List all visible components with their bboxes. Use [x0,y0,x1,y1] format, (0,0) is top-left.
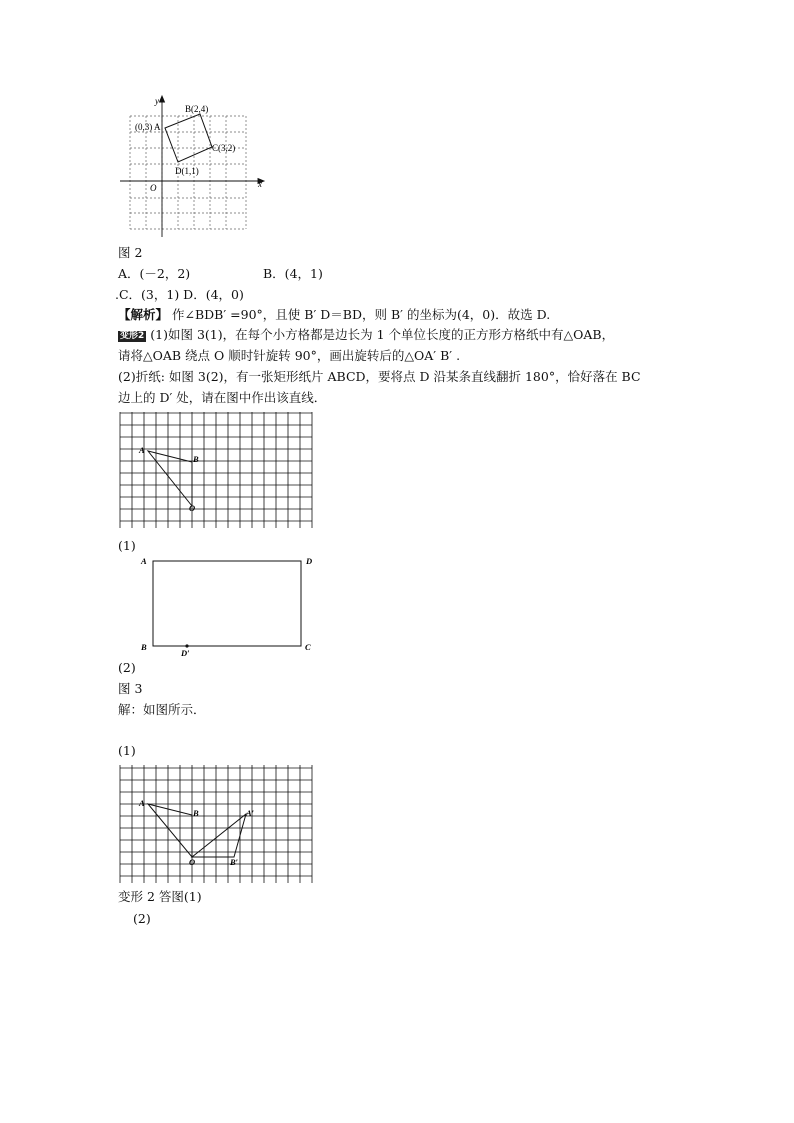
solution-sub1-label: (1) [118,743,136,758]
answer-triangle-oab [148,804,192,857]
answer-figure-1-grid [115,763,320,885]
rectangle-abcd [153,561,301,646]
variant-line-4: 边上的 D′ 处，请在图中作出该直线． [118,390,327,405]
figure-3-sub1-label: (1) [118,538,136,553]
variant-line-3: (2)折纸: 如图 3(2)，有一张矩形纸片 ABCD，要将点 D 沿某条直线翻折 180°，恰好落在 BC [118,369,641,384]
point-a-label: (0,3) A [135,122,161,132]
figure-3-2-rectangle [135,552,325,660]
figure-3-sub2-label: (2) [118,660,136,675]
variant-line-1 [118,327,614,343]
answer-point-b-prime-label: B′ [230,857,239,867]
rect-point-d-prime-label: D′ [181,648,190,658]
answer-point-b-label: B [193,808,199,818]
origin-label: O [150,183,157,193]
grid-point-b-label: B [193,454,199,464]
answer-sub2-label: (2) [133,911,151,926]
grid-point-o-label: O [189,503,196,513]
y-axis-arrow-icon [160,96,165,102]
option-c-d: .C．(3，1) D．(4，0) [115,287,244,302]
answer-grid-lines [120,765,312,883]
figure-2-caption: 图 2 [118,245,143,260]
rect-point-b-label: B [141,642,147,652]
grid-point-a-label: A [139,445,145,455]
rect-point-d-label: D [306,556,313,566]
figure-2-coordinate-grid [112,92,270,242]
figure-3-caption: 图 3 [118,681,143,696]
answer-point-a-label: A [139,798,145,808]
solution-text: 解：如图所示． [118,702,206,717]
variant-line-1-text: (1)如图 3(1)，在每个小方格都是边长为 1 个单位长度的正方形方格纸中有△OAB， [150,327,615,342]
x-axis-label: x [258,179,262,189]
answer-point-a-prime-label: A′ [246,808,255,818]
y-axis-label: y [155,96,159,106]
point-d-label: D(1,1) [175,166,199,176]
square-abcd [165,114,212,162]
answer-triangle-oa-prime-b-prime [192,814,246,857]
variant-line-2: 请将△OAB 绕点 O 顺时针旋转 90°，画出旋转后的△OA′ B′ . [118,348,461,363]
point-b-label: B(2,4) [185,104,209,114]
answer-point-o-label: O [189,857,196,867]
rect-point-c-label: C [305,642,311,652]
rect-point-a-label: A [141,556,147,566]
analysis-text: 作∠BDB′ =90°，且使 B′ D＝BD，则 B′ 的坐标为(4，0)．故选 D. [172,307,551,322]
variant-tag: 变形2 [120,331,145,341]
triangle-oab [148,451,192,506]
figure-3-1-grid [115,410,320,530]
grid-lines [120,412,312,528]
option-b: B．(4，1) [263,266,323,281]
option-a: A．(－2，2) [118,266,191,281]
analysis-label: 【解析】 [118,307,169,322]
answer-figure-caption: 变形 2 答图(1) [118,889,202,904]
analysis-paragraph [118,307,550,323]
point-c-label: C(3,2) [212,143,236,153]
